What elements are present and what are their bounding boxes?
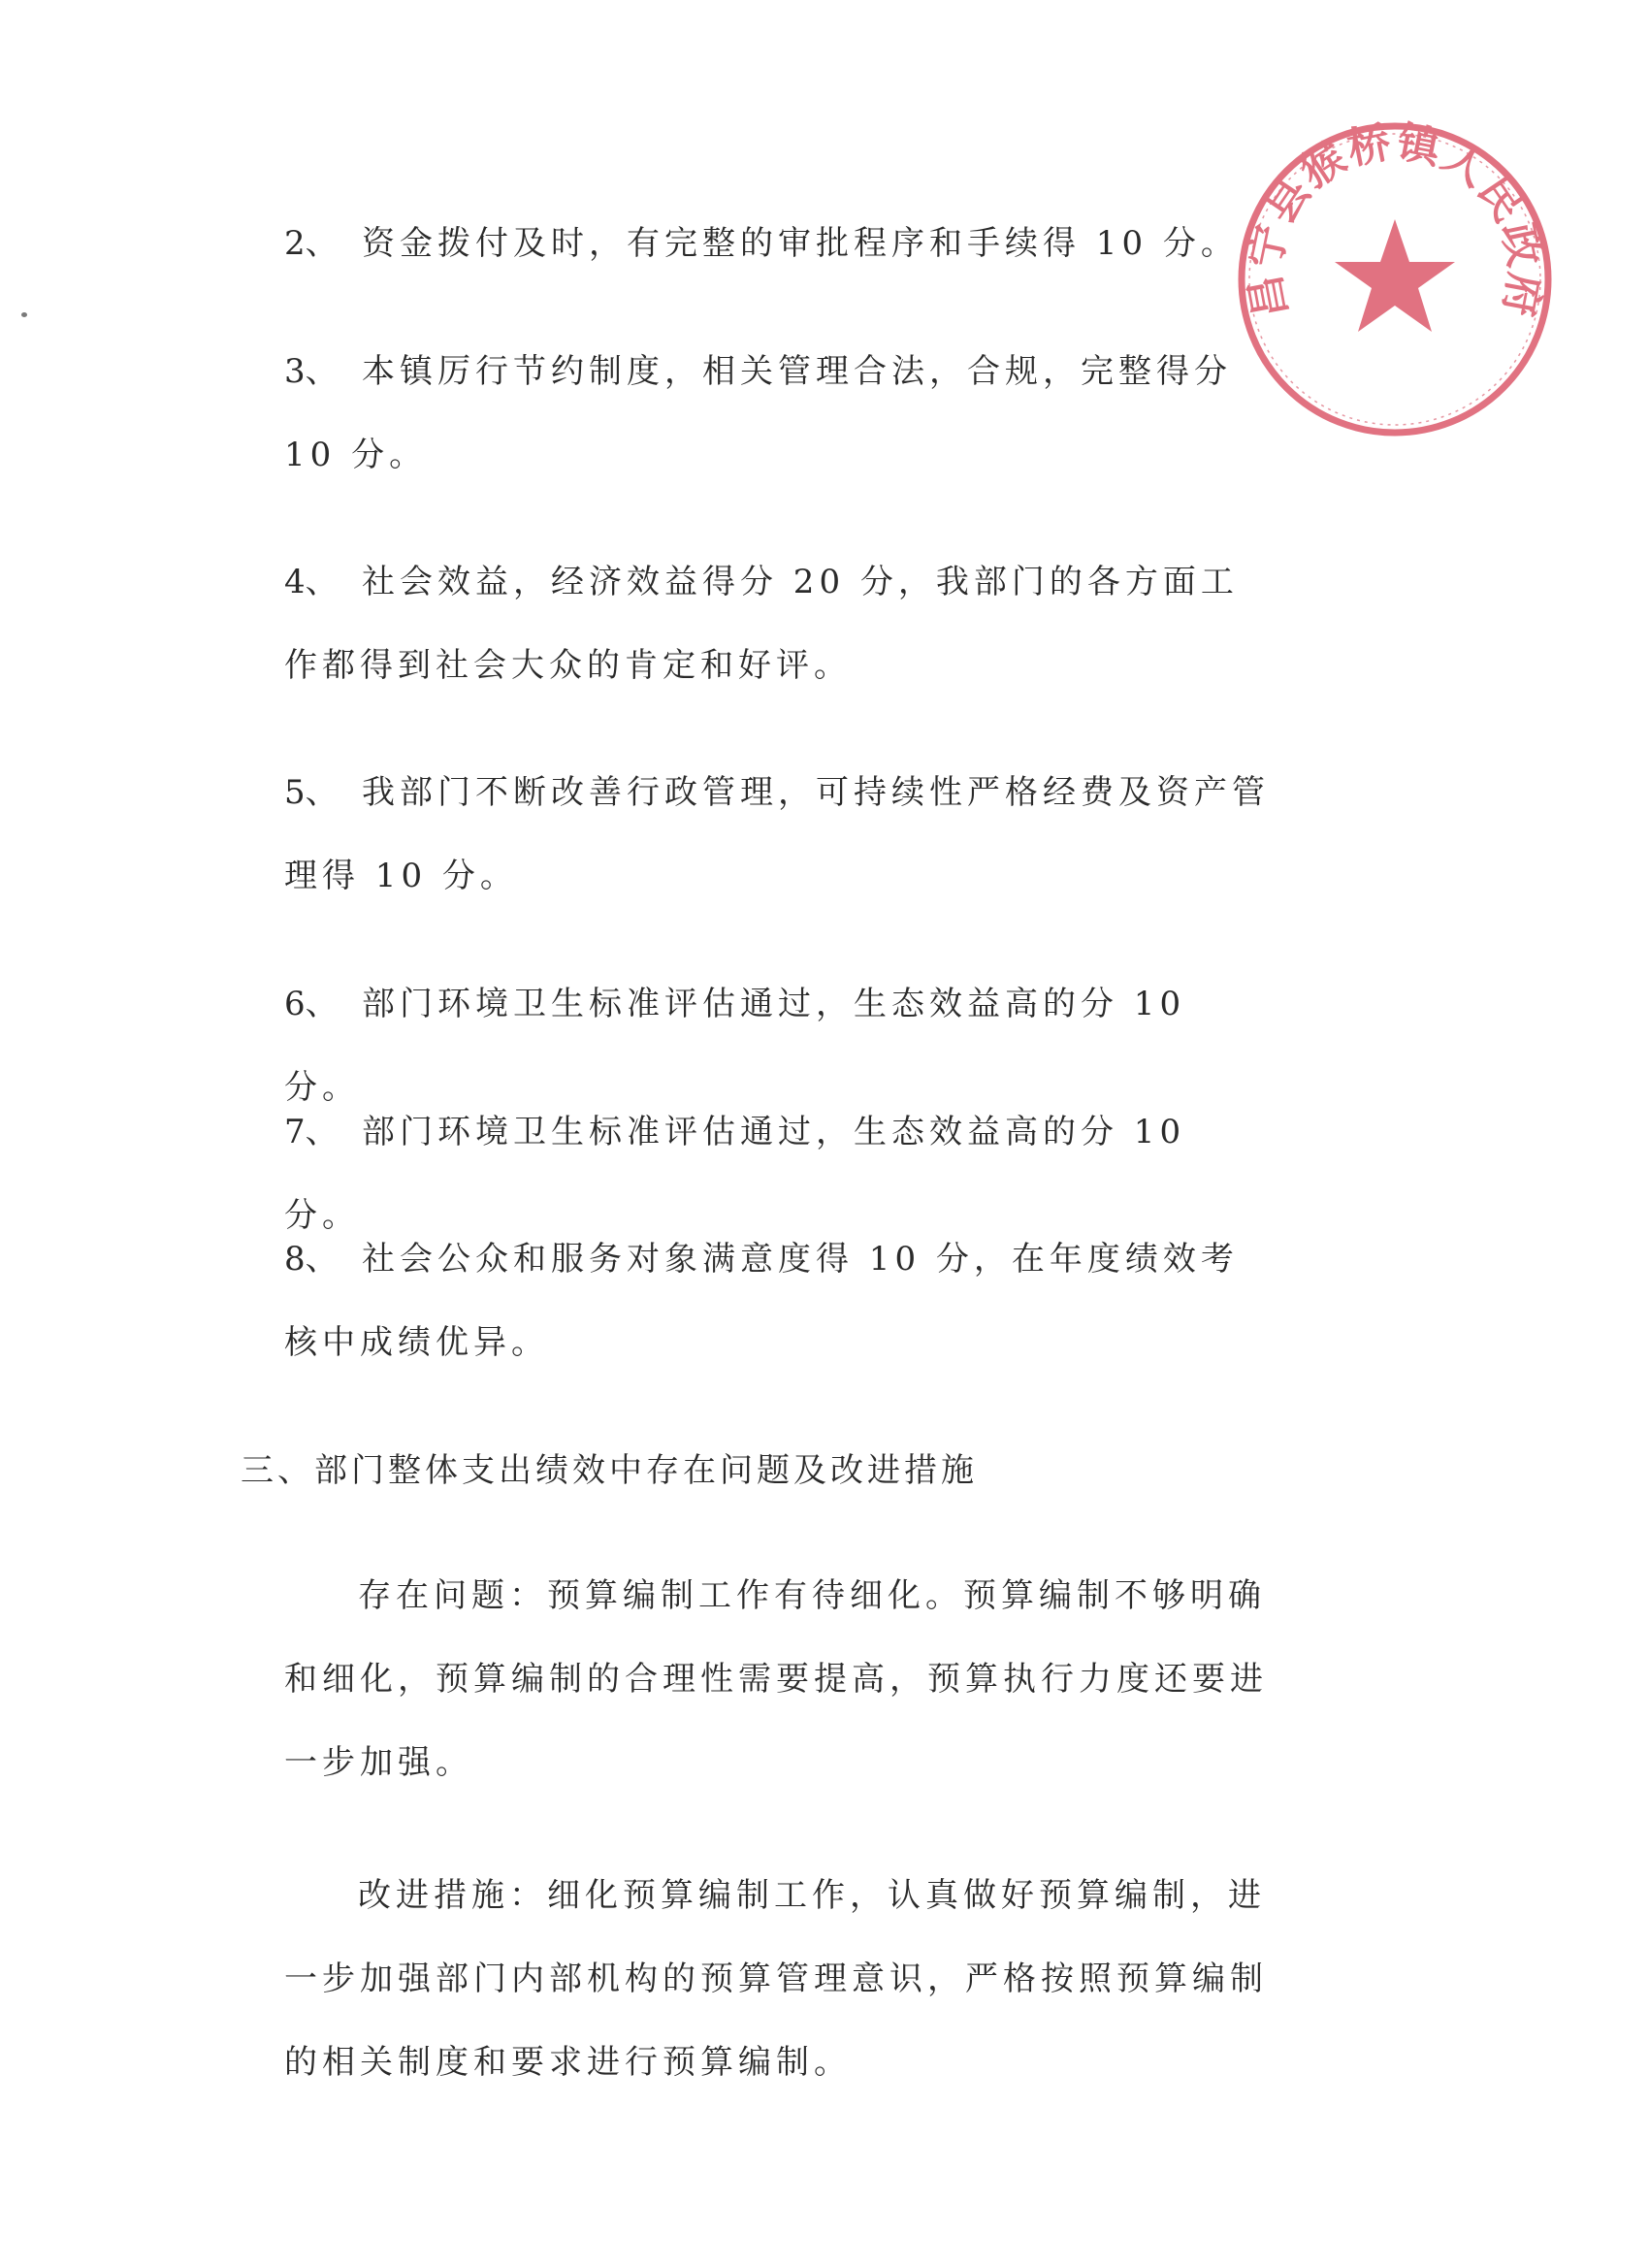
item-text: 部门环境卫生标准评估通过，生态效益高的分 10 分。 <box>284 1113 1186 1235</box>
list-item <box>284 1217 1276 1384</box>
item-text: 资金拨付及时，有完整的审批程序和手续得 10 分。 <box>362 224 1239 263</box>
seal-text: 昌宁县猴桥镇人民政府 <box>1240 116 1550 322</box>
section-heading: 三、部门整体支出绩效中存在问题及改进措施 <box>241 1451 978 1490</box>
seal-star-icon <box>1335 219 1455 332</box>
list-item <box>284 751 1276 918</box>
item-text: 我部门不断改善行政管理，可持续性严格经费及资产管理得 10 分。 <box>284 773 1270 895</box>
item-number: 8、 <box>284 1240 339 1279</box>
list-item <box>284 202 1276 285</box>
item-text: 社会效益，经济效益得分 20 分，我部门的各方面工作都得到社会大众的肯定和好评。 <box>284 563 1239 685</box>
item-text: 社会公众和服务对象满意度得 10 分，在年度绩效考核中成绩优异。 <box>284 1240 1239 1362</box>
item-text: 部门环境卫生标准评估通过，生态效益高的分 10 分。 <box>284 985 1186 1107</box>
item-number: 4、 <box>284 563 339 601</box>
item-number: 6、 <box>284 985 339 1023</box>
item-number: 7、 <box>284 1113 339 1151</box>
problems-paragraph: 存在问题：预算编制工作有待细化。预算编制不够明确和细化，预算编制的合理性需要提高，预算执行力度还要进一步加强。 <box>284 1576 1268 1782</box>
scan-speck <box>21 312 27 317</box>
item-number: 2、 <box>284 224 339 263</box>
item-text: 本镇厉行节约制度，相关管理合法，合规，完整得分 10 分。 <box>284 352 1232 474</box>
official-seal <box>1230 114 1560 444</box>
list-item <box>284 330 1276 497</box>
list-item <box>284 540 1276 707</box>
measures-paragraph: 改进措施：细化预算编制工作，认真做好预算编制，进一步加强部门内部机构的预算管理意识，严格按照预算编制的相关制度和要求进行预算编制。 <box>284 1876 1268 2082</box>
item-number: 5、 <box>284 773 339 812</box>
item-number: 3、 <box>284 352 339 391</box>
